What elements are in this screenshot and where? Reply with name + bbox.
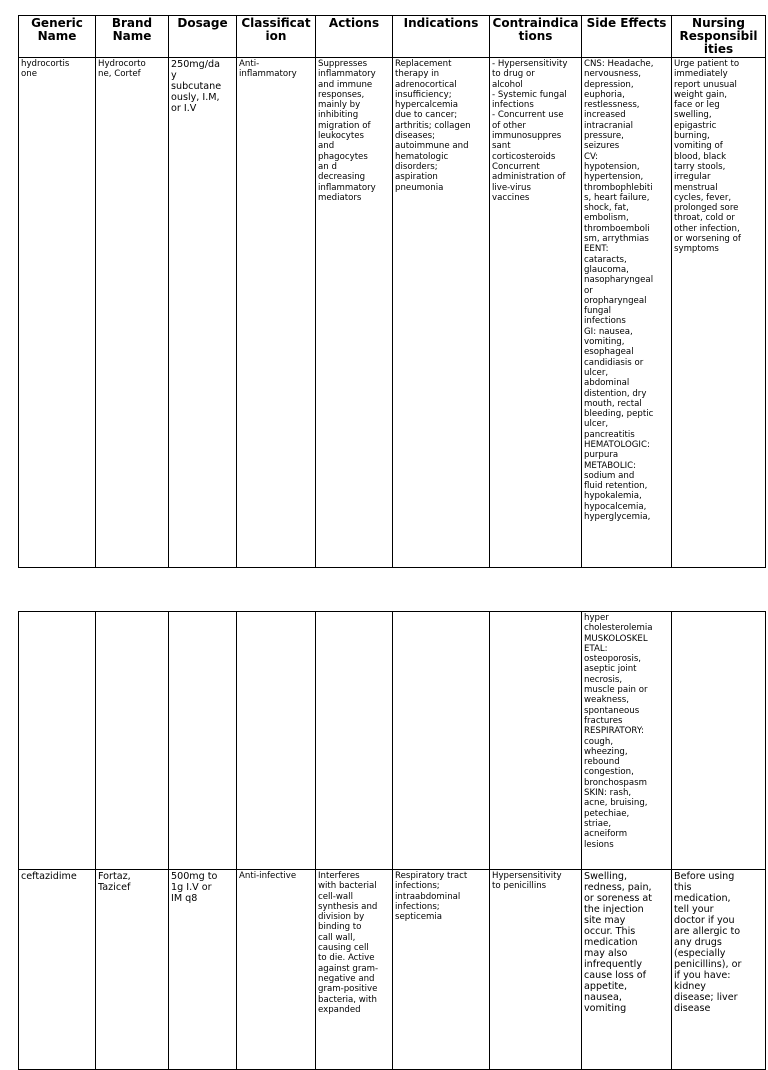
cell-generic-name-empty xyxy=(19,612,96,870)
cell-dosage: 500mg to 1g I.V or IM q8 xyxy=(169,870,237,1070)
header-row xyxy=(19,16,766,58)
cell-side-effects: CNS: Headache, nervousness, depression, euphoria, restlessness, increased intracranial pressure, seizures CV: hypotension, hypertension, thrombophlebiti s, heart failure, shock, fat, embolism, thromboemboli sm, arrythmias EENT: cataracts, glaucoma, nasopharyngeal or oropharyngeal fungal infections GI: nausea, vomiting, esophageal candidiasis or ulcer, abdominal distention, dry mouth, rectal bleeding, peptic ulcer, pancreatitis HEMATOLOGIC: purpura METABOLIC: sodium and fluid retention, hypokalemia, hypocalcemia, hyperglycemia, xyxy=(582,58,672,568)
cell-brand-name: Hydrocorto ne, Cortef xyxy=(96,58,169,568)
cell-indications-empty xyxy=(393,612,490,870)
cell-actions: Interferes with bacterial cell-wall synthesis and division by binding to call wall, causing cell to die. Active against gram- negative and gram-positive bacteria, with expanded xyxy=(316,870,393,1070)
cell-contraindications: Hypersensitivity to penicillins xyxy=(490,870,582,1070)
cell-brand-name-empty xyxy=(96,612,169,870)
drug-table-page-1 xyxy=(18,15,766,568)
header-brand-name: Brand Name xyxy=(96,16,169,58)
header-indications: Indications xyxy=(393,16,490,58)
table-row-continued xyxy=(19,612,766,870)
table-row xyxy=(19,58,766,568)
drug-table-page-2 xyxy=(18,611,766,1070)
table-row xyxy=(19,870,766,1070)
header-generic-name: Generic Name xyxy=(19,16,96,58)
cell-classification: Anti-infective xyxy=(237,870,316,1070)
cell-indications: Respiratory tract infections; intraabdominal infections; septicemia xyxy=(393,870,490,1070)
cell-side-effects-continued: hyper cholesterolemia MUSKOLOSKEL ETAL: osteoporosis, aseptic joint necrosis, muscle pain or weakness, spontaneous fractures RESPIRATORY: cough, wheezing, rebound congestion, bronchospasm SKIN: rash, acne, bruising, petechiae, striae, acneiform lesions xyxy=(582,612,672,870)
header-contraindications: Contraindica tions xyxy=(490,16,582,58)
header-side-effects: Side Effects xyxy=(582,16,672,58)
cell-nursing-responsibilities: Urge patient to immediately report unusual weight gain, face or leg swelling, epigastric burning, vomiting of blood, black tarry stools, irregular menstrual cycles, fever, prolonged sore throat, cold or other infection, or worsening of symptoms xyxy=(672,58,766,568)
cell-side-effects: Swelling, redness, pain, or soreness at the injection site may occur. This medication may also infrequently cause loss of appetite, nausea, vomiting xyxy=(582,870,672,1070)
cell-actions: Suppresses inflammatory and immune responses, mainly by inhibiting migration of leukocytes and phagocytes an d decreasing inflammatory mediators xyxy=(316,58,393,568)
cell-nursing-responsibilities: Before using this medication, tell your doctor if you are allergic to any drugs (especially penicillins), or if you have: kidney disease; liver disease xyxy=(672,870,766,1070)
cell-generic-name: ceftazidime xyxy=(19,870,96,1070)
cell-dosage: 250mg/da y subcutane ously, I.M, or I.V xyxy=(169,58,237,568)
cell-dosage-empty xyxy=(169,612,237,870)
cell-classification: Anti- inflammatory xyxy=(237,58,316,568)
header-actions: Actions xyxy=(316,16,393,58)
cell-actions-empty xyxy=(316,612,393,870)
cell-contraindications-empty xyxy=(490,612,582,870)
cell-generic-name: hydrocortis one xyxy=(19,58,96,568)
cell-contraindications: - Hypersensitivity to drug or alcohol - Systemic fungal infections - Concurrent use of other immunosuppres sant corticosteroids Concurrent administration of live-virus vaccines xyxy=(490,58,582,568)
header-nursing-responsibilities: Nursing Responsibil ities xyxy=(672,16,766,58)
cell-nursing-empty xyxy=(672,612,766,870)
cell-indications: Replacement therapy in adrenocortical insufficiency; hypercalcemia due to cancer; arthritis; collagen diseases; autoimmune and hematologic disorders; aspiration pneumonia xyxy=(393,58,490,568)
cell-classification-empty xyxy=(237,612,316,870)
header-dosage: Dosage xyxy=(169,16,237,58)
cell-brand-name: Fortaz, Tazicef xyxy=(96,870,169,1070)
header-classification: Classificat ion xyxy=(237,16,316,58)
